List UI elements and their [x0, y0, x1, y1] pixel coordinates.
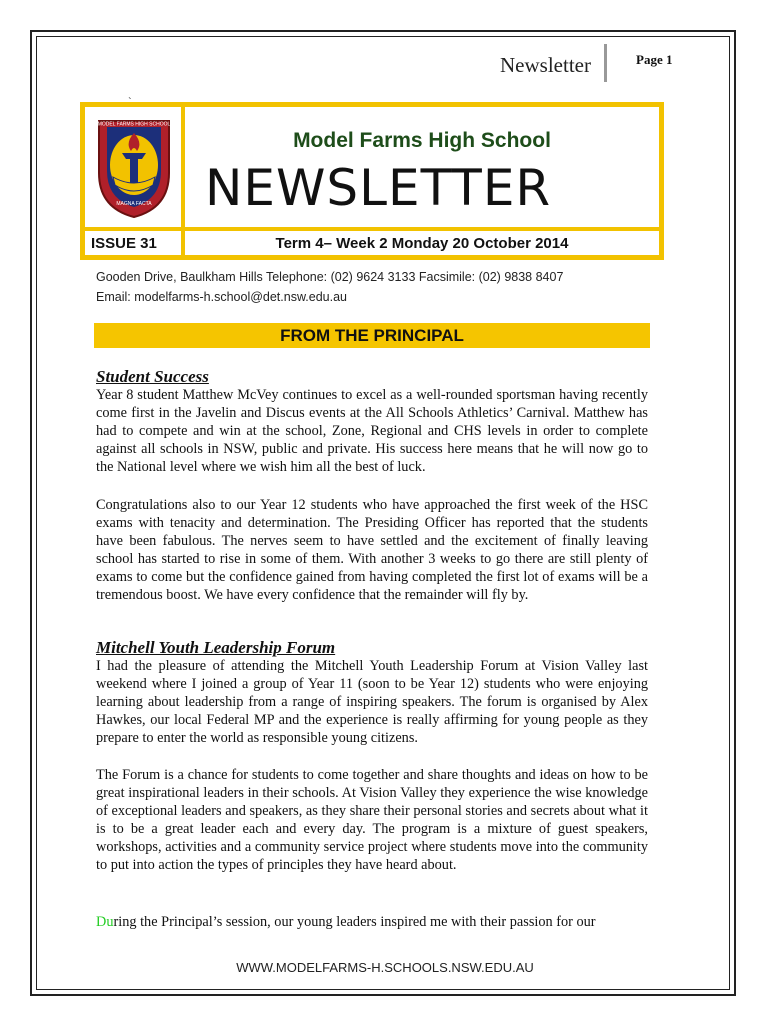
contact-address: Gooden Drive, Baulkham Hills Telephone: (02) 9624 3133 Facsimile: (02) 9838 8407 — [96, 270, 564, 284]
header-newsletter-label: Newsletter — [500, 53, 591, 77]
paragraph: Year 8 student Matthew McVey continues to excel as a well-rounded sportsman having recently come first in the Javelin and Discus events at the All Schools Athletics’ Carnival. Matthew has had to compete and win at the school, Zone, Regional and CHS levels in order to complete against all schools in NSW, public and private. His success here means that he will now go to the National level where we wish him all the best of luck. — [96, 387, 648, 475]
section-banner: FROM THE PRINCIPAL — [94, 323, 650, 348]
issue-number: ISSUE 31 — [91, 235, 157, 252]
paragraph: The Forum is a chance for students to come together and share thoughts and ideas on how to be great inspirational leaders in their schools. At Vision Valley they experience the wise knowledge of exceptional leaders and speakers, as they share their personal stories and secrets about what it is to be a great leader each and every day. The program is a mixture of guest speakers, workshops, activities and a community service project where students move into the community to put into action the types of principles they have heard about. — [96, 767, 648, 873]
section-heading: Mitchell Youth Leadership Forum — [96, 638, 336, 657]
newsletter-title: NEWSLETTER — [205, 159, 552, 217]
paragraph: I had the pleasure of attending the Mitchell Youth Leadership Forum at Vision Valley last weekend where I joined a group of Year 11 (soon to be Year 12) students who were enjoying learning about leadership from a range of inspiring speakers. The forum is organised by Alex Hawkes, our local Federal MP and the experience is really affirming for young people as they prepare to enter the world as responsible young citizens. — [96, 658, 648, 746]
paragraph-last-line — [96, 913, 648, 931]
crest-name-text: MODEL FARMS HIGH SCHOOL — [97, 121, 171, 128]
masthead-divider — [181, 107, 185, 227]
contact-email: Email: modelfarms-h.school@det.nsw.edu.au — [96, 290, 348, 304]
footer-website: WWW.MODELFARMS-H.SCHOOLS.NSW.EDU.AU — [236, 960, 534, 975]
crest-motto-text: MAGNA FACTA — [116, 201, 152, 207]
header-divider — [604, 44, 607, 82]
last-line-text: ring the Principal’s session, our young leaders inspired me with their passion for our — [113, 914, 596, 930]
green-letters: Du — [96, 914, 114, 930]
stray-mark: ` — [128, 96, 132, 108]
paragraph: Congratulations also to our Year 12 students who have approached the first week of the HSC exams with tenacity and determination. The Presiding Officer has reported that the students have been fabulous. The nerves seem to have settled and the excitement of finally leaving school has started to rise in some of them. With another 3 weeks to go there are still plenty of exams to come but the confidence gained from having completed the first lot of exams will be a tremendous boost. We have every confidence that the remainder will fly by. — [96, 497, 648, 603]
masthead-divider — [85, 227, 659, 231]
masthead — [80, 102, 664, 260]
school-crest-logo — [93, 113, 175, 221]
issue-date: Term 4– Week 2 Monday 20 October 2014 — [275, 235, 569, 252]
school-name: Model Farms High School — [293, 129, 551, 152]
section-heading: Student Success — [96, 367, 209, 386]
page-number: Page 1 — [636, 52, 673, 67]
